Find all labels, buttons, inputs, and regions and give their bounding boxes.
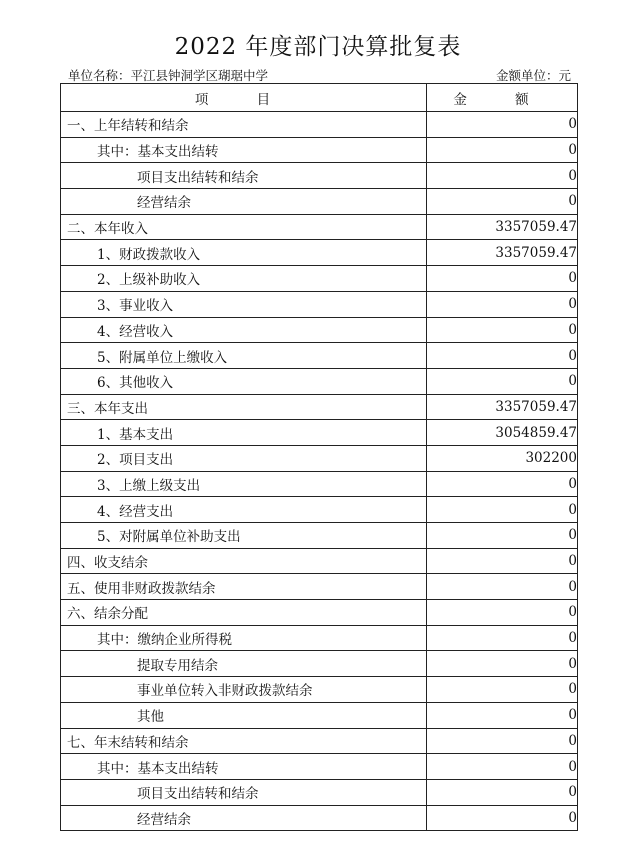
row-amount: 0	[427, 266, 578, 292]
table-row	[61, 702, 578, 728]
table-row	[61, 754, 578, 780]
row-amount: 0	[427, 163, 578, 189]
table-row	[61, 779, 578, 805]
row-amount: 0	[427, 574, 578, 600]
row-amount: 3054859.47	[427, 420, 578, 446]
row-amount: 0	[427, 497, 578, 523]
row-amount: 0	[427, 112, 578, 138]
row-label: 2、上级补助收入	[61, 266, 427, 292]
row-amount: 0	[427, 368, 578, 394]
row-amount: 0	[427, 754, 578, 780]
row-label: 其中：基本支出结转	[61, 754, 427, 780]
row-label: 4、经营支出	[61, 497, 427, 523]
table-row	[61, 574, 578, 600]
table-header-row	[61, 84, 578, 112]
table-row	[61, 523, 578, 549]
table-row	[61, 137, 578, 163]
row-label: 六、结余分配	[61, 600, 427, 626]
table-row	[61, 343, 578, 369]
row-amount: 0	[427, 625, 578, 651]
row-label: 其他	[61, 702, 427, 728]
table-row	[61, 420, 578, 446]
row-label: 四、收支结余	[61, 548, 427, 574]
row-amount: 3357059.47	[427, 240, 578, 266]
row-amount: 0	[427, 317, 578, 343]
table-row	[61, 368, 578, 394]
page-title: 2022 年度部门决算批复表	[174, 34, 462, 60]
table-row	[61, 677, 578, 703]
row-amount: 0	[427, 779, 578, 805]
unit-name: 单位名称：平江县钟洞学区瑚琚中学	[68, 68, 269, 83]
table-row	[61, 394, 578, 420]
table-row	[61, 625, 578, 651]
row-amount: 0	[427, 677, 578, 703]
row-amount: 0	[427, 137, 578, 163]
table-row	[61, 548, 578, 574]
amount-unit: 金额单位：元	[495, 68, 571, 83]
row-label: 二、本年收入	[61, 214, 427, 240]
table-row	[61, 163, 578, 189]
row-amount: 0	[427, 523, 578, 549]
table-row	[61, 189, 578, 215]
table-row	[61, 240, 578, 266]
row-label: 一、上年结转和结余	[61, 112, 427, 138]
row-label: 4、经营收入	[61, 317, 427, 343]
row-label: 提取专用结余	[61, 651, 427, 677]
row-amount: 0	[427, 343, 578, 369]
row-label: 其中：缴纳企业所得税	[61, 625, 427, 651]
row-label: 5、附属单位上缴收入	[61, 343, 427, 369]
row-amount: 0	[427, 702, 578, 728]
table-row	[61, 214, 578, 240]
row-label: 3、事业收入	[61, 291, 427, 317]
row-amount: 0	[427, 728, 578, 754]
row-label: 5、对附属单位补助支出	[61, 523, 427, 549]
table-row	[61, 112, 578, 138]
header-item: 项 目	[61, 84, 427, 112]
row-amount: 0	[427, 651, 578, 677]
row-amount: 0	[427, 291, 578, 317]
row-amount: 0	[427, 548, 578, 574]
row-amount: 302200	[427, 445, 578, 471]
table-row	[61, 651, 578, 677]
row-label: 1、财政拨款收入	[61, 240, 427, 266]
row-label: 事业单位转入非财政拨款结余	[61, 677, 427, 703]
row-amount: 0	[427, 805, 578, 831]
row-label: 2、项目支出	[61, 445, 427, 471]
row-amount: 0	[427, 600, 578, 626]
row-label: 项目支出结转和结余	[61, 779, 427, 805]
row-amount: 0	[427, 471, 578, 497]
row-amount: 3357059.47	[427, 214, 578, 240]
row-label: 1、基本支出	[61, 420, 427, 446]
row-label: 五、使用非财政拨款结余	[61, 574, 427, 600]
row-label: 三、本年支出	[61, 394, 427, 420]
table-row	[61, 291, 578, 317]
row-label: 经营结余	[61, 805, 427, 831]
row-label: 6、其他收入	[61, 368, 427, 394]
table-row	[61, 497, 578, 523]
header-amount: 金 额	[427, 84, 578, 112]
row-label: 七、年末结转和结余	[61, 728, 427, 754]
report-table	[60, 83, 578, 831]
row-label: 经营结余	[61, 189, 427, 215]
row-label: 3、上缴上级支出	[61, 471, 427, 497]
table-row	[61, 805, 578, 831]
table-row	[61, 728, 578, 754]
table-row	[61, 445, 578, 471]
row-label: 项目支出结转和结余	[61, 163, 427, 189]
row-amount: 3357059.47	[427, 394, 578, 420]
table-row	[61, 266, 578, 292]
table-row	[61, 471, 578, 497]
row-amount: 0	[427, 189, 578, 215]
row-label: 其中：基本支出结转	[61, 137, 427, 163]
table-row	[61, 600, 578, 626]
table-row	[61, 317, 578, 343]
